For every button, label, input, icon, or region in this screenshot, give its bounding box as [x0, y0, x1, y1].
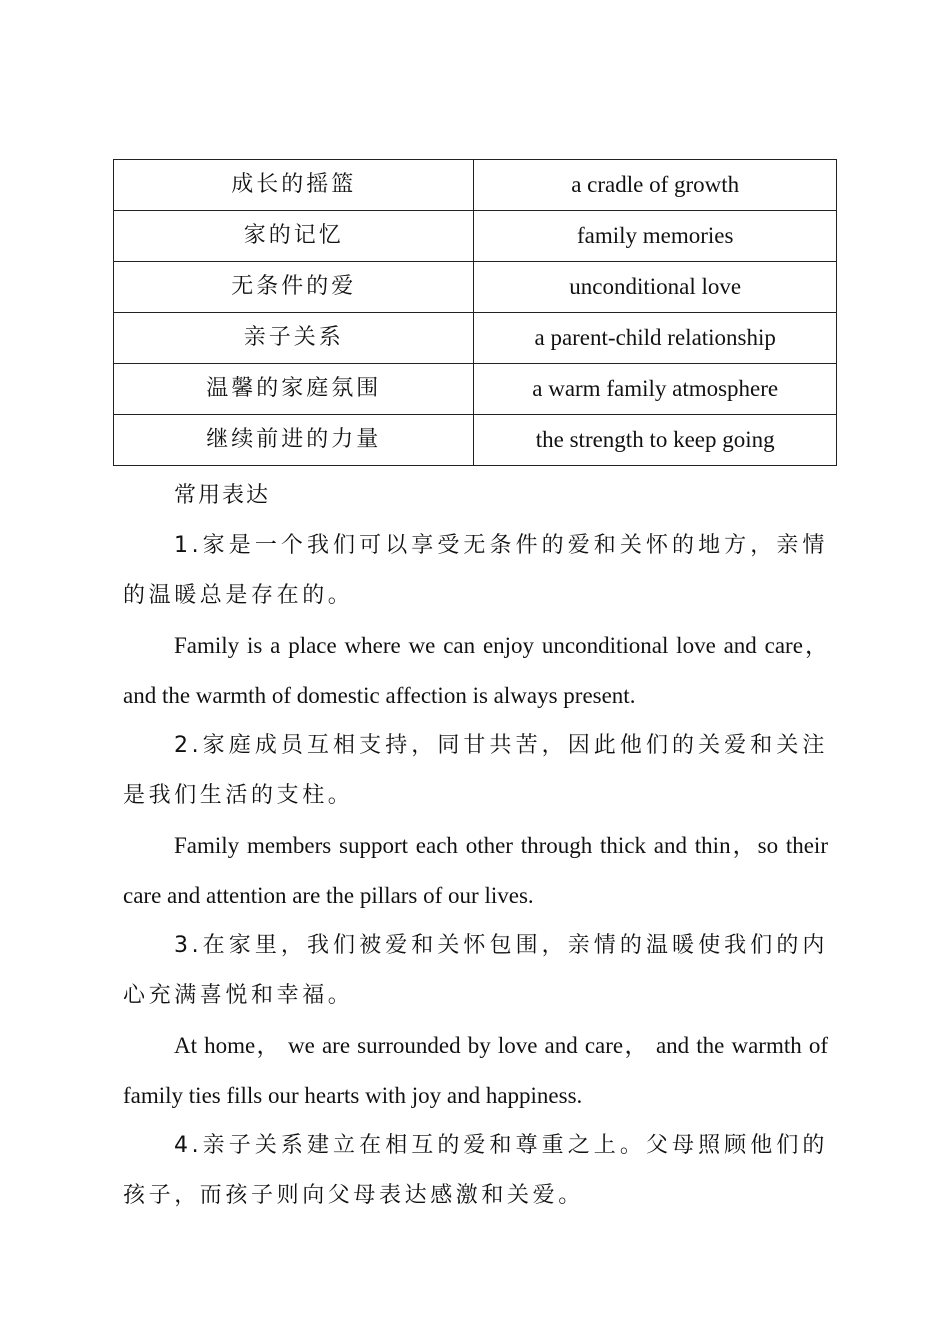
expression-chinese: 3.在家里，我们被爱和关怀包围，亲情的温暖使我们的内心充满喜悦和幸福。: [123, 933, 828, 1008]
chinese-term: 家的记忆: [114, 211, 474, 262]
chinese-term: 继续前进的力量: [114, 415, 474, 466]
english-term: a parent-child relationship: [474, 313, 837, 364]
table-row: [114, 160, 837, 211]
english-term: a cradle of growth: [474, 160, 837, 211]
vocabulary-table: [113, 159, 837, 466]
section-heading: 常用表达: [174, 483, 271, 508]
expressions-section: [123, 471, 828, 1221]
table-row: [114, 415, 837, 466]
chinese-term: 无条件的爱: [114, 262, 474, 313]
english-term: unconditional love: [474, 262, 837, 313]
expression-chinese: 2.家庭成员互相支持，同甘共苦，因此他们的关爱和关注是我们生活的支柱。: [123, 733, 828, 808]
table-row: [114, 262, 837, 313]
chinese-term: 亲子关系: [114, 313, 474, 364]
expression-chinese: 4.亲子关系建立在相互的爱和尊重之上。父母照顾他们的孩子，而孩子则向父母表达感激和关爱。: [123, 1133, 828, 1208]
chinese-term: 温馨的家庭氛围: [114, 364, 474, 415]
english-term: the strength to keep going: [474, 415, 837, 466]
expression-english: Family members support each other through thick and thin，so their care and attention are the pillars of our lives.: [123, 833, 828, 908]
english-term: family memories: [474, 211, 837, 262]
expression-english: Family is a place where we can enjoy unconditional love and care，and the warmth of domestic affection is always present.: [123, 633, 828, 708]
table-row: [114, 211, 837, 262]
chinese-term: 成长的摇篮: [114, 160, 474, 211]
english-term: a warm family atmosphere: [474, 364, 837, 415]
expression-english: At home， we are surrounded by love and care， and the warmth of family ties fills our hearts with joy and happiness.: [123, 1033, 828, 1108]
table-row: [114, 364, 837, 415]
expression-chinese: 1.家是一个我们可以享受无条件的爱和关怀的地方，亲情的温暖总是存在的。: [123, 533, 828, 608]
table-row: [114, 313, 837, 364]
